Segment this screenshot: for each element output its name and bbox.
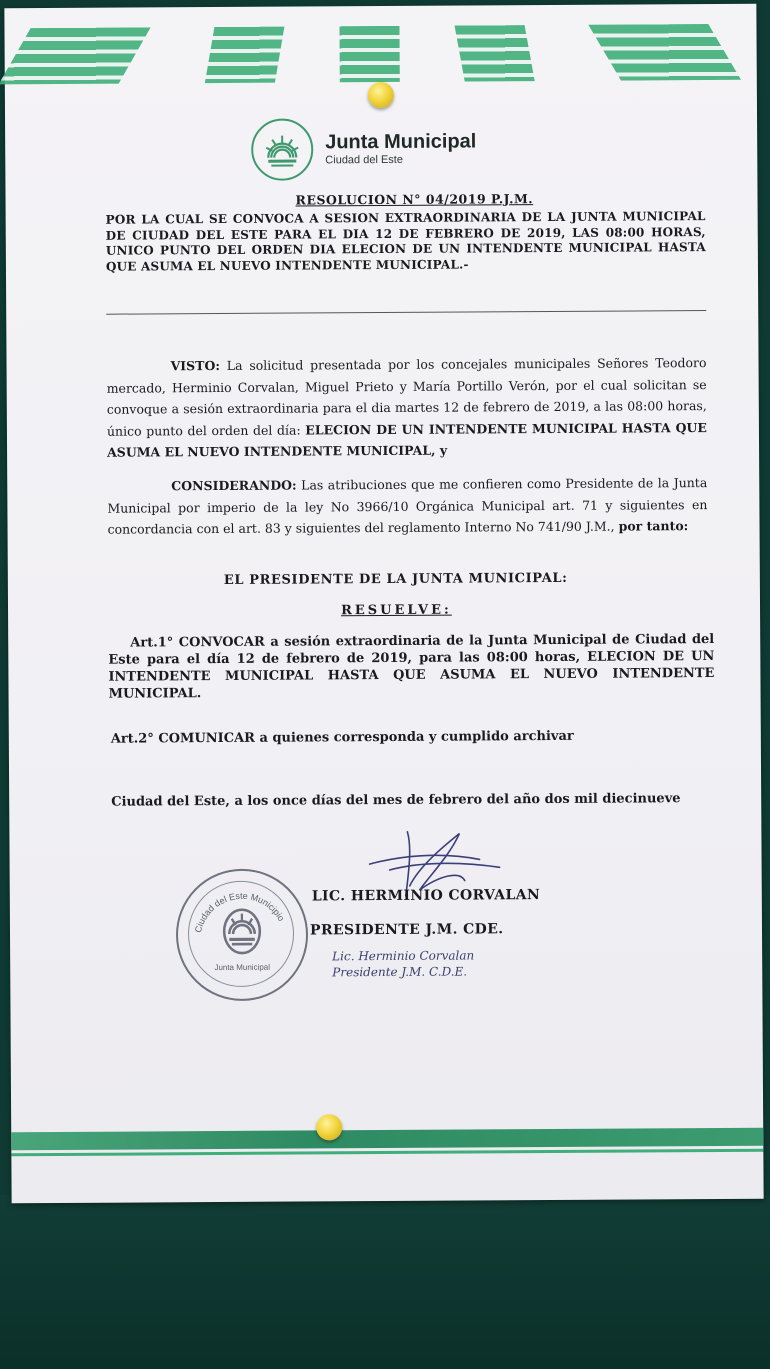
official-seal <box>176 868 309 1001</box>
header-stripe <box>588 24 741 81</box>
pushpin-icon <box>316 1114 342 1140</box>
municipal-logo-icon <box>251 118 313 180</box>
resolution-title: RESOLUCION N° 04/2019 P.J.M. <box>295 191 534 208</box>
signatory-role: PRESIDENTE J.M. CDE. <box>309 921 504 939</box>
handwritten-role: Presidente J.M. C.D.E. <box>332 964 468 980</box>
considerando-bold-tail: por tanto: <box>618 518 689 534</box>
table-surface <box>0 1195 770 1369</box>
president-heading: EL PRESIDENTE DE LA JUNTA MUNICIPAL: <box>223 570 568 588</box>
considerando-paragraph <box>107 472 707 540</box>
header-stripe <box>455 25 535 81</box>
closing-line: Ciudad del Este, a los once días del mes de febrero del año dos mil diecinueve <box>111 791 681 810</box>
article-1 <box>108 631 714 703</box>
org-name: Junta Municipal <box>325 130 477 154</box>
visto-label: VISTO: <box>170 357 220 374</box>
seal-ring-text: Ciudad del Este Municipio <box>192 890 287 934</box>
seal-emblem-icon <box>214 901 270 961</box>
org-subtitle: Ciudad del Este <box>325 153 403 167</box>
visto-paragraph <box>106 352 707 463</box>
document-page <box>4 4 763 1204</box>
article-1-text: Art.1° CONVOCAR a sesión extraordinaria de la Junta Municipal de Ciudad del Este para el día 12 de febrero de 2019, para las 08:00 horas, ELECION DE UN INTENDENTE MUNICIPAL HASTA QUE ASUMA EL NUEVO INTENDENTE MUNICIPAL. <box>108 631 715 702</box>
resolution-subject: POR LA CUAL SE CONVOCA A SESION EXTRAORDINARIA DE LA JUNTA MUNICIPAL DE CIUDAD DEL ESTE PARA EL DIA 12 DE FEBRERO DE 2019, LAS 08:00 HORAS, UNICO PUNTO DEL ORDEN DIA ELECION DE UN INTENDENTE MUNICIPAL HASTA QUE ASUMA EL NUEVO INTENDENTE MUNICIPAL.- <box>105 209 706 274</box>
footer-line <box>11 1149 763 1157</box>
signatory-name: LIC. HERMINIO CORVALAN <box>311 887 541 905</box>
divider <box>106 310 706 315</box>
footer-band <box>11 1128 763 1151</box>
considerando-label: CONSIDERANDO: <box>171 477 297 494</box>
handwritten-name: Lic. Herminio Corvalan <box>332 948 475 964</box>
pushpin-icon <box>368 82 394 108</box>
handwritten-stamp <box>332 947 474 980</box>
visto-text: La solicitud presentada por los concejales municipales Señores Teodoro mercado, Herminio Corvalan, Miguel Prieto y María Portillo Verón, por el cual solicitan se convoque a sesión extraordinaria para el dia martes 12 de febrero de 2019, a las 08:00 horas, único punto del orden del día: <box>106 355 707 439</box>
header-stripe <box>339 26 399 82</box>
header-stripe <box>205 27 285 83</box>
seal-inner-text: Junta Municipal <box>214 962 271 973</box>
resuelve-heading: RESUELVE: <box>340 602 452 619</box>
header-stripe <box>0 27 151 84</box>
letterhead <box>251 117 476 180</box>
visto-bold-tail: ELECION DE UN INTENDENTE MUNICIPAL HASTA QUE ASUMA EL NUEVO INTENDENTE MUNICIPAL, y <box>107 419 707 460</box>
considerando-text: Las atribuciones que me confieren como Presidente de la Junta Municipal por imperio de la ley No 3966/10 Orgánica Municipal art. 71 y siguientes en concordancia con el art. 83 y siguientes del reglamento Interno No 741/90 J.M., <box>107 475 708 537</box>
article-2: Art.2° COMUNICAR a quienes corresponda y cumplido archivar <box>110 728 574 747</box>
